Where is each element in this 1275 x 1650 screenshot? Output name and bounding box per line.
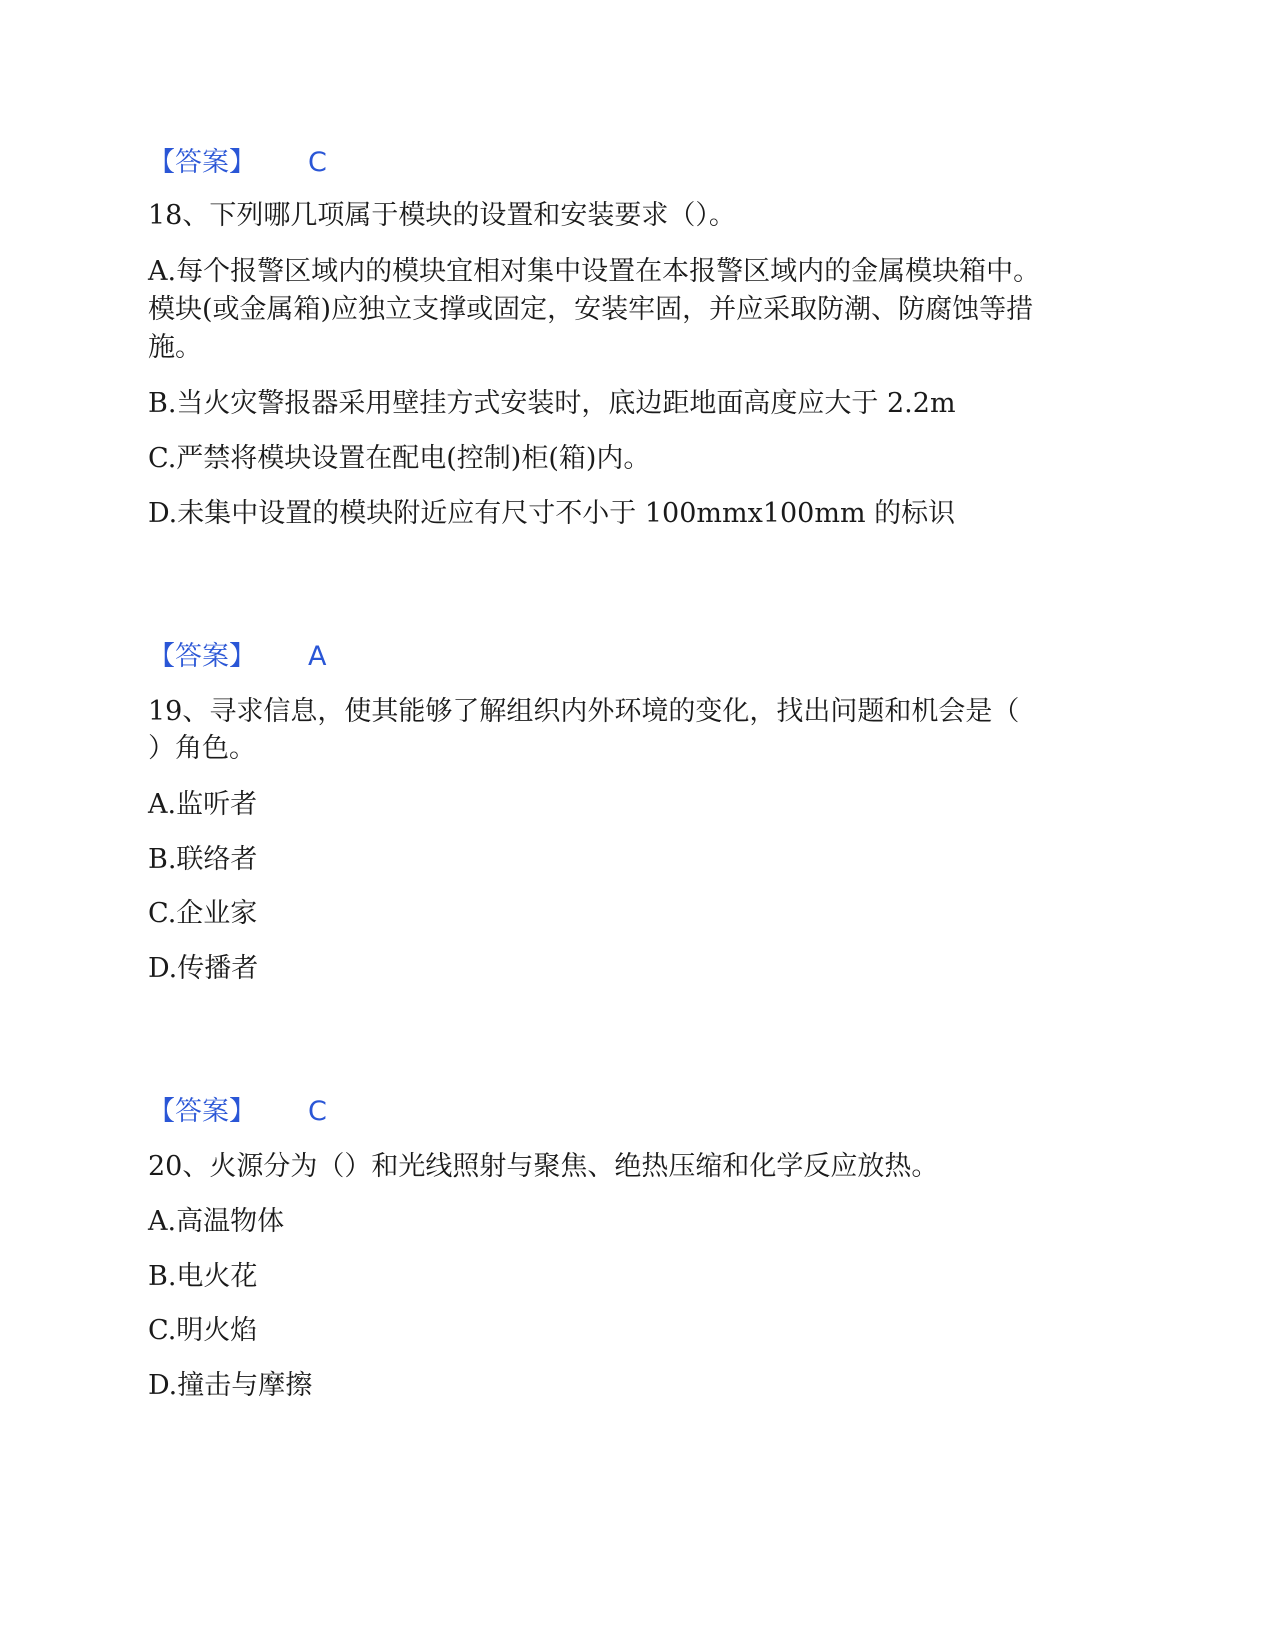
answer-label: 【答案】 (148, 147, 256, 178)
option-a-cont: 模块(或金属箱)应独立支撑或固定，安装牢固，并应采取防潮、防腐蚀等措 (148, 294, 1034, 325)
answer-line (148, 143, 548, 183)
option-d: D.未集中设置的模块附近应有尺寸不小于 100mmx100mm 的标识 (148, 498, 956, 529)
option-c: C.严禁将模块设置在配电(控制)柜(箱)内。 (148, 443, 651, 474)
option-b: B.当火灾警报器采用壁挂方式安装时，底边距地面高度应大于 2.2m (148, 388, 956, 419)
option-b: B.联络者 (148, 844, 258, 875)
option-d: D.传播者 (148, 953, 259, 984)
option-c: C.企业家 (148, 898, 258, 929)
option-b: B.电火花 (148, 1261, 258, 1292)
option-d: D.撞击与摩擦 (148, 1370, 313, 1401)
answer-label: 【答案】 (148, 1096, 256, 1127)
answer-line (148, 637, 548, 677)
answer-label: 【答案】 (148, 641, 256, 672)
answer-line (148, 1092, 548, 1132)
question-stem-cont: ）角色。 (148, 733, 256, 764)
answer-value: A (308, 641, 327, 672)
answer-value: C (308, 1096, 327, 1127)
question-stem: 19、寻求信息，使其能够了解组织内外环境的变化，找出问题和机会是（ (148, 696, 1020, 727)
answer-value: C (308, 147, 327, 178)
option-a: A.每个报警区域内的模块宜相对集中设置在本报警区域内的金属模块箱中。 (148, 256, 1041, 287)
option-a-cont: 施。 (148, 332, 202, 363)
option-c: C.明火焰 (148, 1315, 258, 1346)
option-a: A.高温物体 (148, 1206, 285, 1237)
option-a: A.监听者 (148, 789, 258, 820)
question-stem: 20、火源分为（）和光线照射与聚焦、绝热压缩和化学反应放热。 (148, 1151, 939, 1182)
question-stem: 18、下列哪几项属于模块的设置和安装要求（）。 (148, 200, 736, 231)
